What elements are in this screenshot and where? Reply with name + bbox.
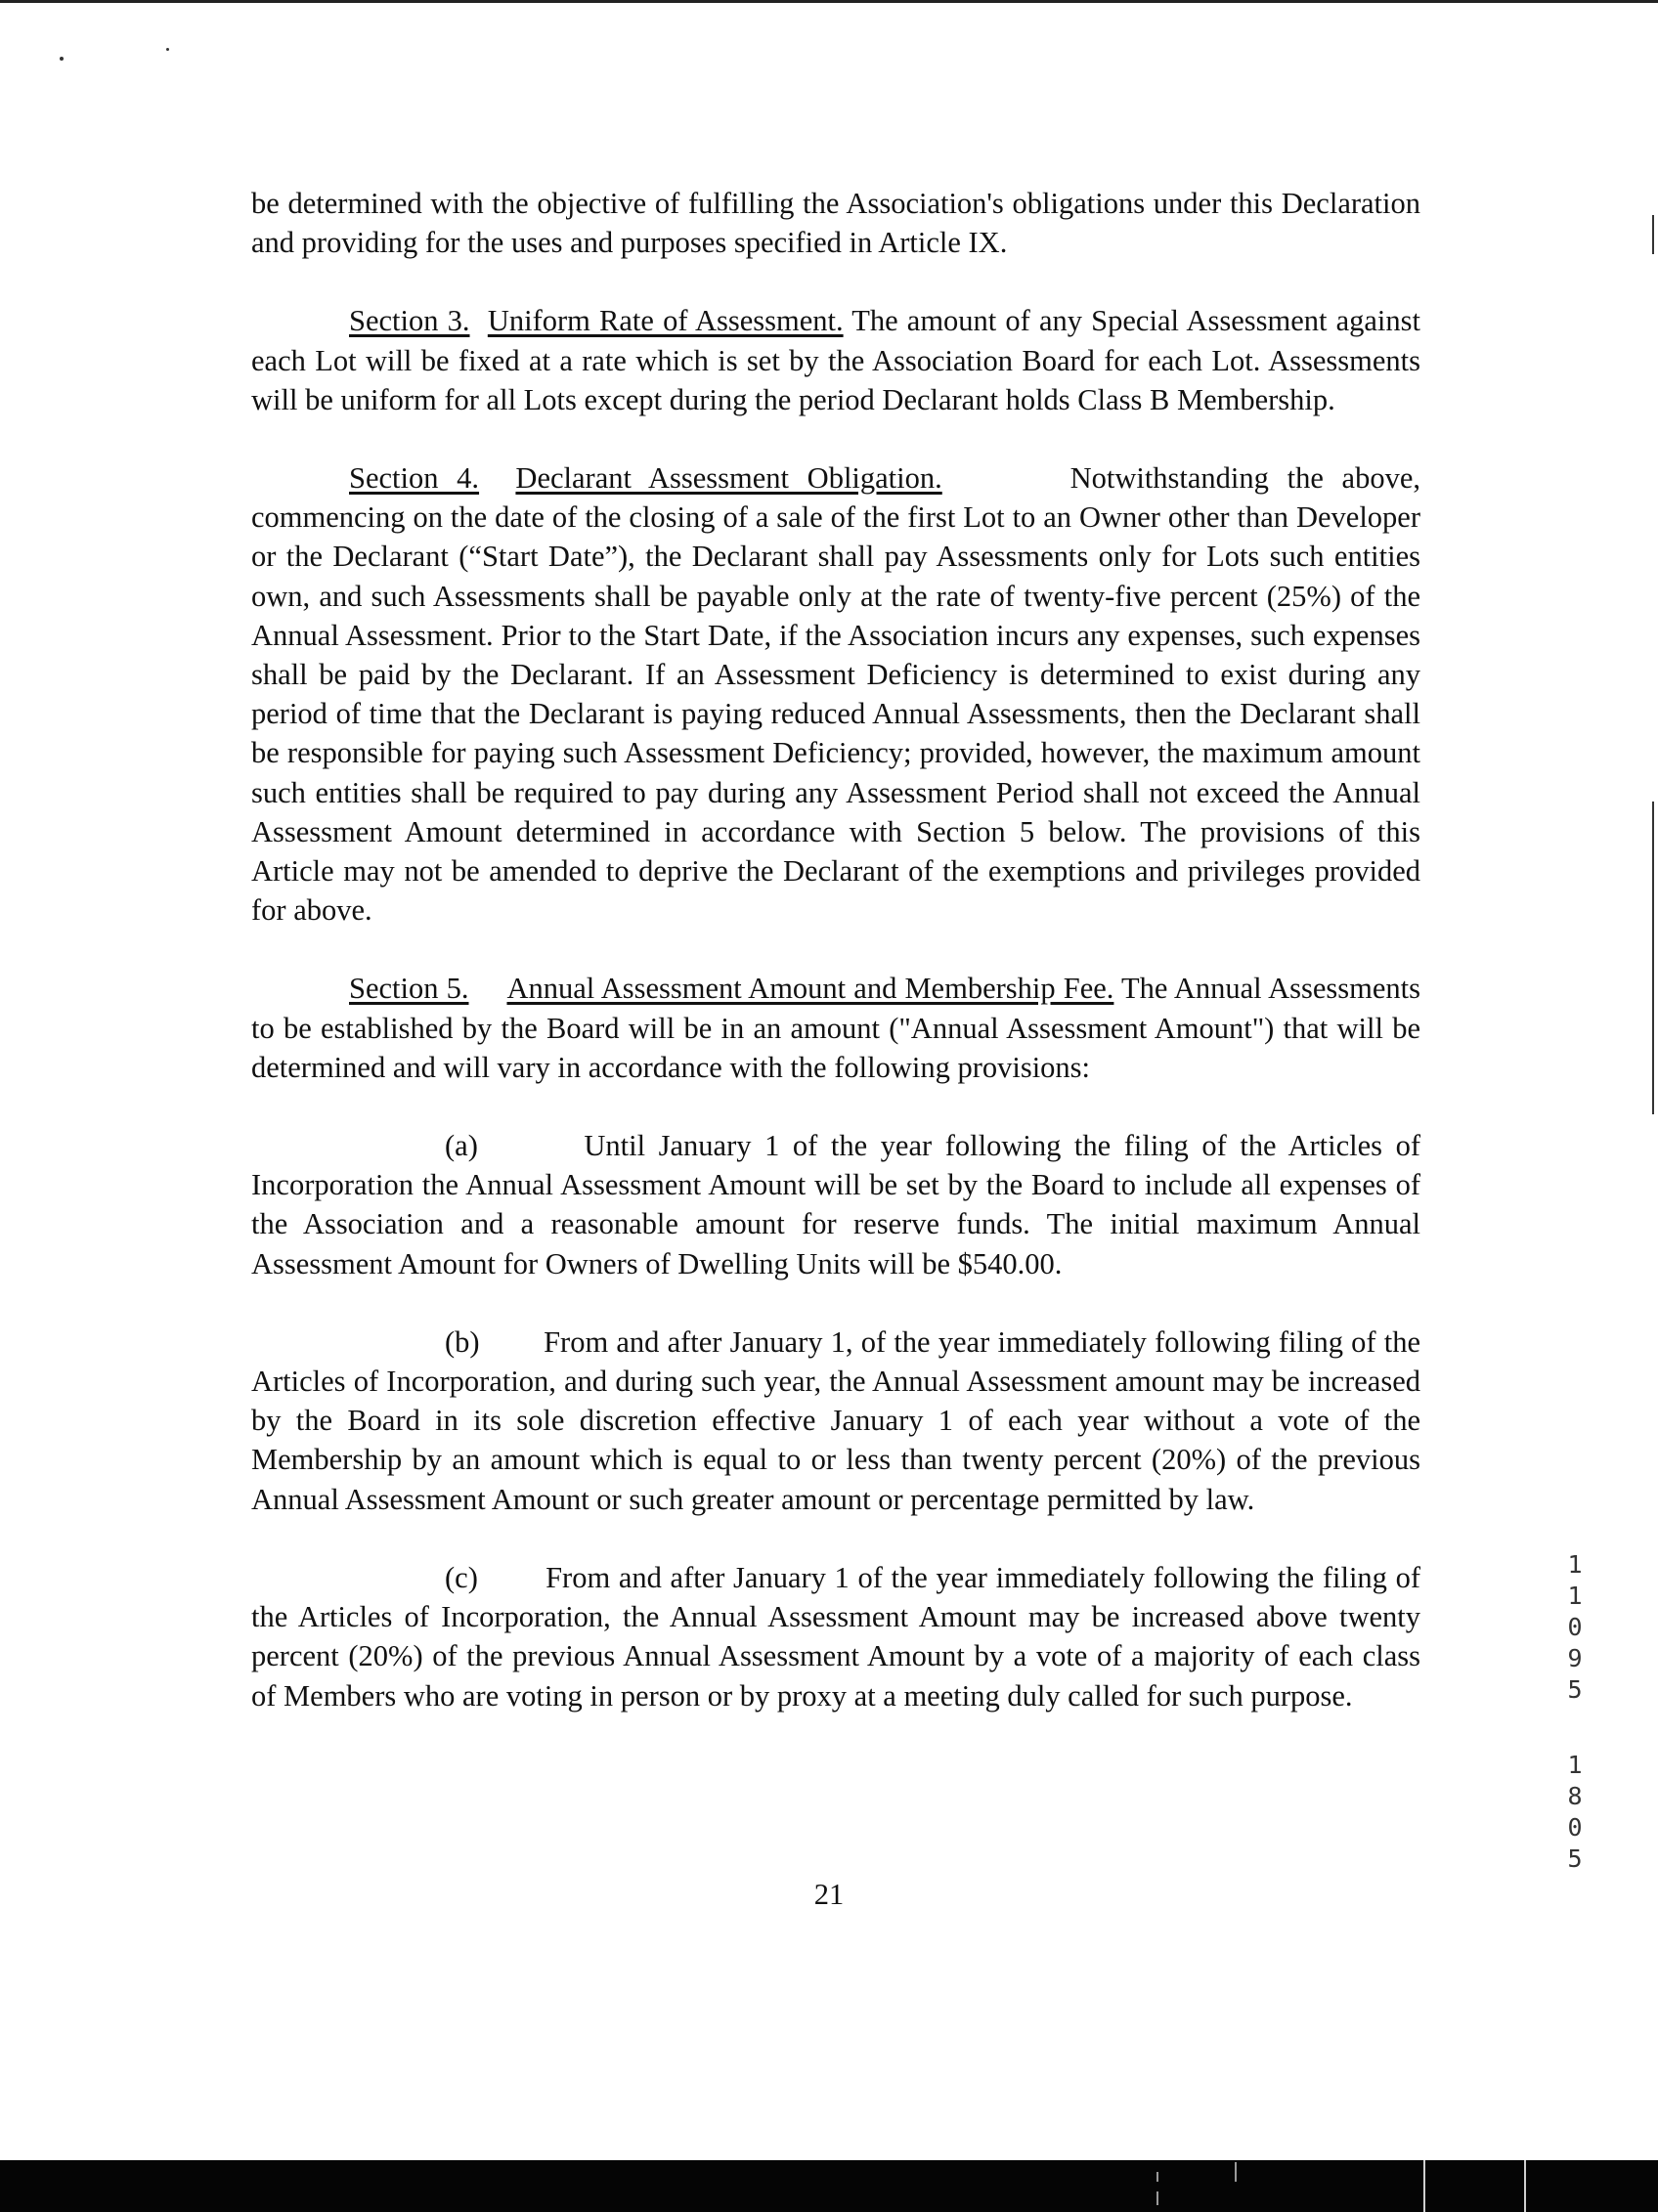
scan-footer-mark [1156, 2172, 1158, 2182]
margin-stamp-digit: 5 [1567, 1675, 1583, 1704]
margin-stamp-upper [1560, 1549, 1590, 1706]
margin-stamp-lower [1560, 1750, 1590, 1875]
scan-right-edge [1652, 215, 1654, 254]
scan-footer-mark [1156, 2191, 1158, 2205]
document-body [251, 184, 1420, 1715]
scan-footer-divider [1423, 2160, 1425, 2212]
margin-stamp-digit: 0 [1567, 1613, 1583, 1641]
subsection-b [251, 1323, 1420, 1519]
section-3-text: The amount of any Special Assessment against each Lot will be fixed at a rate which is set by the Association Board for each Lot. Assessments will be uniform for all Lots except during the period Declarant holds Class B Membership. [251, 304, 1420, 416]
scan-footer-divider [1524, 2160, 1526, 2212]
margin-stamp-digit: 1 [1567, 1582, 1583, 1610]
subsection-c-text: From and after January 1 of the year immediately following the filing of the Articles of Incorporation, the Annual Assessment Amount may be increased above twenty percent (20%) of the previous Annual Assessment Amount by a vote of a majority of each class of Members who are voting in person or by proxy at a meeting duly called for such purpose. [251, 1560, 1420, 1713]
scan-right-edge [1652, 802, 1654, 1114]
margin-stamp-digit: 0 [1567, 1813, 1583, 1842]
subsection-b-text: From and after January 1, of the year immediately following filing of the Articles of Incorporation, and during such year, the Annual Assessment amount may be increased by the Board in its sole discretion effective January 1 of each year without a vote of the Membership by an amount which is equal to or less than twenty percent (20%) of the previous Annual Assessment Amount or such greater amount or percentage permitted by law. [251, 1324, 1420, 1516]
subsection-c-label: (c) [445, 1560, 478, 1594]
subsection-a [251, 1126, 1420, 1283]
scan-speck [166, 48, 169, 51]
section-5-title: Annual Assessment Amount and Membership Fee. [506, 972, 1114, 1006]
scan-footer-mark [1235, 2162, 1237, 2182]
section-5-number: Section 5. [349, 972, 469, 1006]
margin-stamp-digit: 1 [1567, 1550, 1583, 1579]
scan-footer-bar [0, 2160, 1658, 2212]
section-3-title: Uniform Rate of Assessment. [487, 304, 844, 338]
section-5 [251, 969, 1420, 1087]
paragraph-continuation: be determined with the objective of fulfilling the Association's obligations under this Declaration and providing for the uses and purposes specified in Article IX. [251, 187, 1420, 260]
section-3 [251, 301, 1420, 419]
subsection-c [251, 1558, 1420, 1715]
section-4 [251, 458, 1420, 930]
section-4-title: Declarant Assessment Obligation. [515, 461, 942, 496]
subsection-a-label: (a) [445, 1129, 478, 1163]
section-4-text: Notwithstanding the above, commencing on the date of the closing of a sale of the first Lot to an Owner other than Developer or the Declarant (“Start Date”), the Declarant shall pay Assessments only for Lots such entities own, and such Assessments shall be payable only at the rate of twenty-five percent (25%) of the Annual Assessment. Prior to the Start Date, if the Association incurs any expenses, such expenses shall be paid by the Declarant. If an Assessment Deficiency is determined to exist during any period of time that the Declarant is paying reduced Annual Assessments, then the Declarant shall be responsible for paying such Assessment Deficiency; provided, however, the maximum amount such entities shall be required to pay during any Assessment Period shall not exceed the Annual Assessment Amount determined in accordance with Section 5 below. The provisions of this Article may not be amended to deprive the Declarant of the exemptions and privileges provided for above. [251, 461, 1420, 928]
margin-stamp-digit: 8 [1567, 1782, 1583, 1810]
subsection-b-label: (b) [445, 1324, 480, 1359]
margin-stamp-digit: 1 [1567, 1751, 1583, 1779]
margin-stamp-digit: 9 [1567, 1644, 1583, 1672]
scan-top-border [0, 0, 1658, 3]
margin-stamp-digit: 5 [1567, 1844, 1583, 1873]
subsection-a-text: Until January 1 of the year following the filing of the Articles of Incorporation the Annual Assessment Amount will be set by the Board to include all expenses of the Association and a reasonable amount for reserve funds. The initial maximum Annual Assessment Amount for Owners of Dwelling Units will be $540.00. [251, 1129, 1421, 1280]
section-5-text: The Annual Assessments to be established by the Board will be in an amount ("Annual Assessment Amount") that will be determined and will vary in accordance with the following provisions: [251, 972, 1420, 1084]
page-number: 21 [813, 1878, 845, 1911]
section-4-number: Section 4. [349, 461, 480, 496]
scan-speck [60, 57, 64, 61]
section-3-number: Section 3. [349, 304, 470, 338]
